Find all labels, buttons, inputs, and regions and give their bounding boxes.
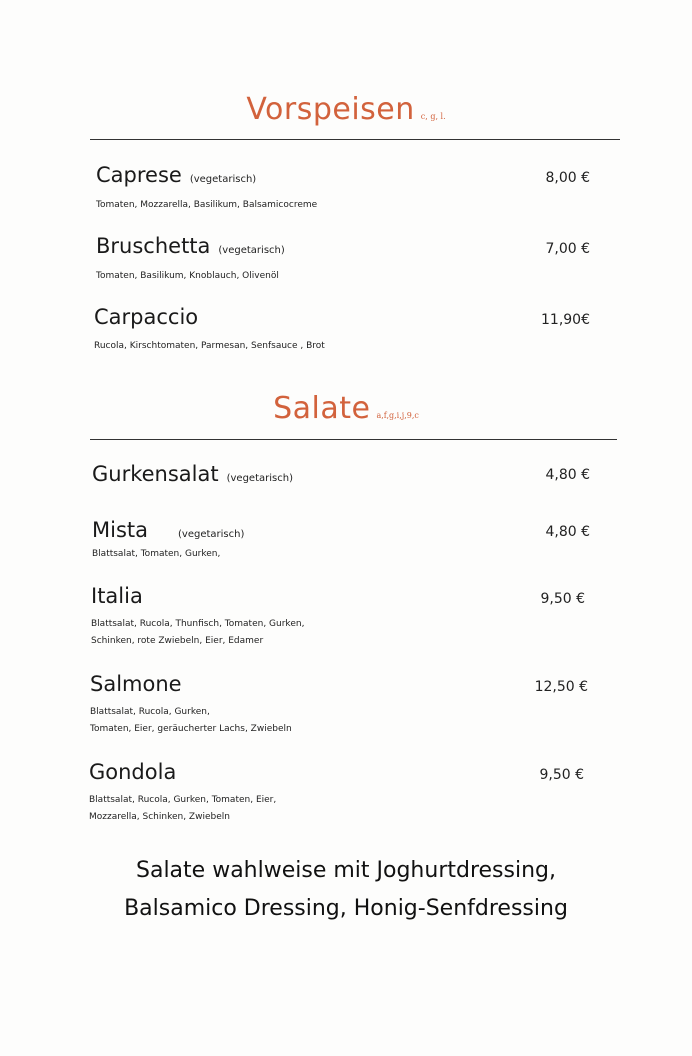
item-name-row bbox=[92, 462, 293, 486]
vegetarian-note: (vegetarisch) bbox=[218, 245, 285, 256]
item-name: Mista bbox=[92, 518, 148, 542]
item-name-row bbox=[96, 234, 285, 258]
item-name: Salmone bbox=[90, 672, 182, 696]
item-description: Blattsalat, Rucola, Gurken, Tomaten, Eier, bbox=[89, 795, 277, 805]
salate-allergens: a,f,g,i,j,9,c bbox=[376, 411, 419, 420]
vorspeisen-header bbox=[0, 92, 692, 127]
item-price: 4,80 € bbox=[545, 524, 590, 540]
salate-title: Salate bbox=[273, 391, 371, 426]
item-description: Blattsalat, Tomaten, Gurken, bbox=[92, 549, 221, 559]
salate-header bbox=[0, 391, 692, 426]
item-name: Gondola bbox=[89, 760, 177, 784]
item-description: Rucola, Kirschtomaten, Parmesan, Senfsauce , Brot bbox=[94, 341, 325, 351]
vegetarian-note: (vegetarisch) bbox=[178, 529, 245, 540]
dressing-note-line-2: Balsamico Dressing, Honig-Senfdressing bbox=[124, 896, 568, 921]
vorspeisen-divider bbox=[90, 139, 620, 140]
item-price: 8,00 € bbox=[545, 170, 590, 186]
item-name: Italia bbox=[91, 584, 143, 608]
item-price: 11,90€ bbox=[541, 312, 590, 328]
item-description: Mozzarella, Schinken, Zwiebeln bbox=[89, 812, 230, 822]
item-description: Tomaten, Basilikum, Knoblauch, Olivenöl bbox=[96, 271, 279, 281]
item-price: 4,80 € bbox=[545, 467, 590, 483]
item-price: 7,00 € bbox=[545, 241, 590, 257]
item-description: Schinken, rote Zwiebeln, Eier, Edamer bbox=[91, 636, 264, 646]
item-price: 9,50 € bbox=[540, 591, 585, 607]
dressing-note-line-1: Salate wahlweise mit Joghurtdressing, bbox=[136, 858, 556, 883]
item-description: Blattsalat, Rucola, Thunfisch, Tomaten, Gurken, bbox=[91, 619, 305, 629]
vorspeisen-title: Vorspeisen bbox=[246, 92, 415, 127]
item-name-row bbox=[96, 163, 256, 187]
vegetarian-note: (vegetarisch) bbox=[189, 174, 257, 185]
item-description: Blattsalat, Rucola, Gurken, bbox=[90, 707, 210, 717]
item-description: Tomaten, Eier, geräucherter Lachs, Zwiebeln bbox=[90, 724, 292, 734]
dressing-note bbox=[0, 852, 692, 928]
item-name: Bruschetta bbox=[96, 234, 211, 258]
item-name-row bbox=[92, 518, 244, 542]
item-name: Gurkensalat bbox=[92, 462, 219, 486]
vorspeisen-allergens: c, g, l. bbox=[420, 112, 446, 121]
vegetarian-note: (vegetarisch) bbox=[226, 473, 293, 484]
item-price: 9,50 € bbox=[539, 767, 584, 783]
salate-divider bbox=[90, 439, 617, 440]
item-price: 12,50 € bbox=[534, 679, 588, 695]
item-description: Tomaten, Mozzarella, Basilikum, Balsamicocreme bbox=[96, 200, 318, 210]
item-name: Carpaccio bbox=[94, 305, 199, 329]
item-name: Caprese bbox=[96, 163, 182, 187]
